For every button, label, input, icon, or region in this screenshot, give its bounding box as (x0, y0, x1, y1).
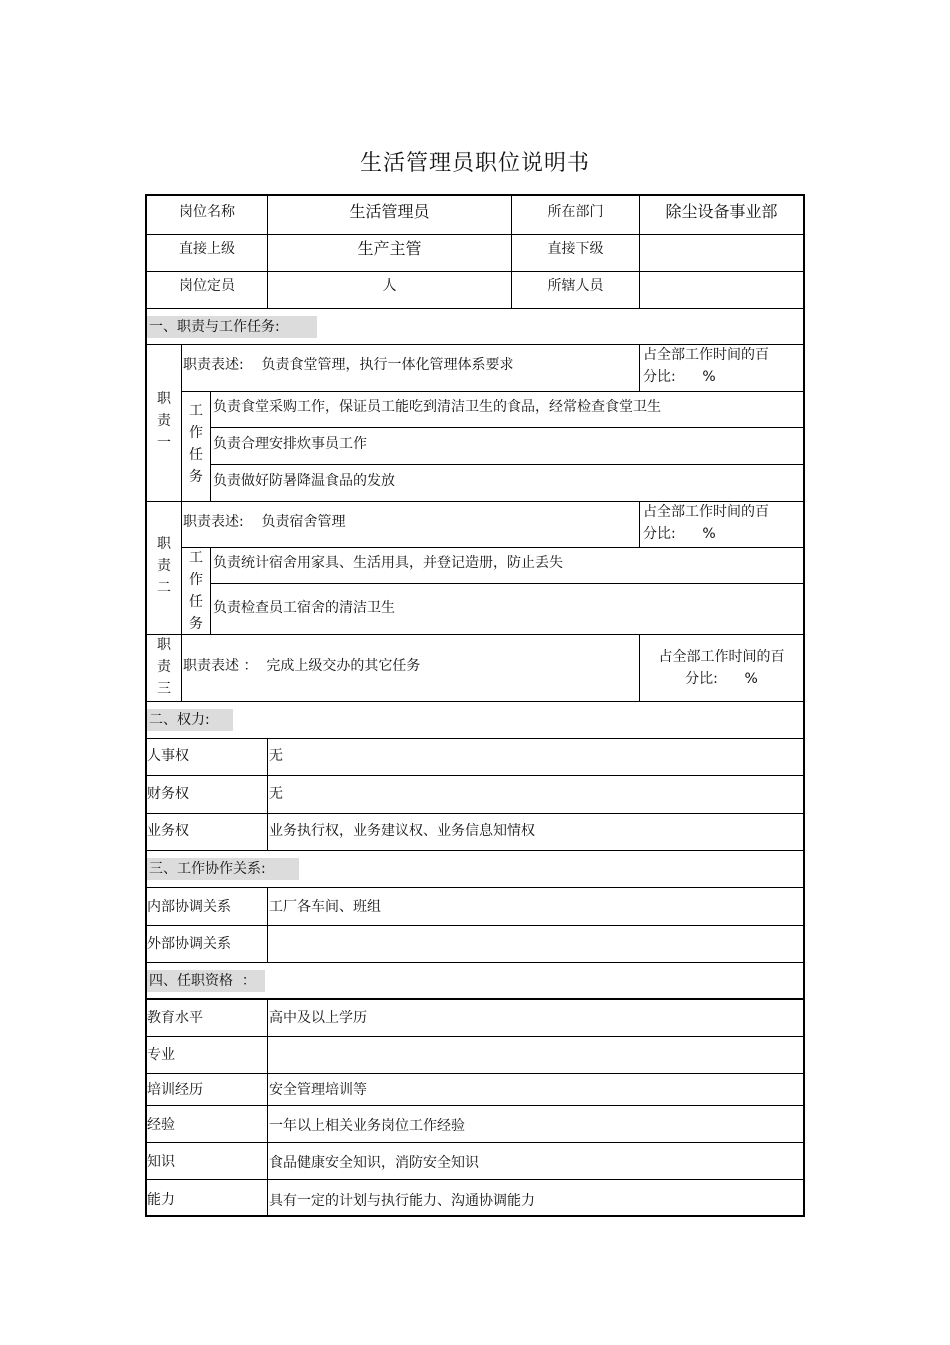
qualification-row-value: 高中及以上学历 (269, 1010, 367, 1026)
superior-label: 直接上级 (179, 241, 235, 257)
headcount-label: 岗位定员 (179, 278, 235, 294)
grid-line (147, 775, 803, 776)
coordination-row-label: 外部协调关系 (147, 936, 231, 952)
grid-line (639, 501, 640, 547)
qualification-row-label: 能力 (147, 1192, 175, 1208)
department-value: 除尘设备事业部 (665, 202, 778, 221)
qualification-row-value: 一年以上相关业务岗位工作经验 (269, 1118, 465, 1134)
duty2-task-label: 工 作 任 务 (189, 550, 203, 632)
subordinate-label: 直接下级 (547, 241, 604, 257)
grid-line (147, 813, 803, 814)
power-row-value: 业务执行权，业务建议权、业务信息知情权 (269, 823, 535, 839)
grid-line (147, 701, 803, 702)
grid-line (210, 547, 211, 634)
headcount-value: 人 (382, 278, 397, 294)
grid-line (147, 925, 803, 926)
duty1-task-3: 负责做好防暑降温食品的发放 (213, 473, 395, 489)
qualification-row-label: 经验 (147, 1117, 175, 1133)
qualification-row-value: 具有一定的计划与执行能力、沟通协调能力 (269, 1193, 535, 1209)
duty3-label: 职 责 三 (157, 637, 171, 697)
section1-heading: 一、职责与工作任务: (147, 316, 317, 338)
coordination-row-value: 工厂各车间、班组 (269, 899, 381, 915)
grid-line (147, 634, 803, 635)
duty2-label: 职 责 二 (157, 536, 171, 596)
duty1-label: 职 责 一 (157, 391, 171, 451)
grid-line (267, 738, 268, 850)
grid-line (181, 344, 182, 701)
managed-label: 所辖人员 (547, 278, 604, 294)
section4-heading: 四、任职资格 ： (147, 970, 265, 992)
power-row-label: 业务权 (147, 823, 189, 839)
qualification-row-value: 安全管理培训等 (269, 1082, 367, 1098)
grid-line (147, 1105, 803, 1106)
power-row-value: 无 (269, 786, 283, 802)
grid-line (147, 1036, 803, 1037)
power-row-label: 人事权 (147, 748, 189, 764)
grid-line (147, 998, 803, 1000)
qualification-row-label: 培训经历 (147, 1082, 203, 1098)
section2-heading: 二、权力: (147, 709, 233, 731)
department-label: 所在部门 (547, 204, 604, 220)
duty1-description: 职责表述: 负责食堂管理，执行一体化管理体系要求 (183, 357, 514, 373)
grid-line (210, 583, 803, 584)
grid-line (639, 344, 640, 391)
duty2-percent: 占全部工作时间的百 分比: % (643, 504, 769, 542)
duty1-task-2: 负责合理安排炊事员工作 (213, 436, 367, 452)
grid-line (147, 234, 803, 235)
grid-line (147, 738, 803, 739)
page-title: 生活管理员职位说明书 (359, 151, 590, 176)
power-row-value: 无 (269, 748, 283, 764)
position-name-value: 生活管理员 (349, 202, 430, 221)
grid-line (147, 1179, 803, 1180)
grid-line (210, 427, 803, 428)
qualification-row-value: 食品健康安全知识，消防安全知识 (269, 1155, 479, 1171)
coordination-row-label: 内部协调关系 (147, 899, 231, 915)
job-description-table (145, 194, 805, 1217)
position-name-label: 岗位名称 (179, 204, 235, 220)
duty2-description: 职责表述: 负责宿舍管理 (183, 514, 346, 530)
duty1-task-label: 工 作 任 务 (189, 403, 203, 485)
grid-line (181, 547, 803, 548)
duty3-percent: 占全部工作时间的百 分比: % (658, 649, 785, 687)
qualification-row-label: 专业 (147, 1047, 175, 1063)
qualification-row-label: 教育水平 (147, 1010, 203, 1026)
grid-line (147, 271, 803, 272)
grid-line (210, 391, 211, 501)
grid-line (147, 1142, 803, 1143)
duty2-task-1: 负责统计宿舍用家具、生活用具，并登记造册，防止丢失 (213, 555, 563, 571)
duty1-percent: 占全部工作时间的百 分比: % (643, 347, 769, 385)
superior-value: 生产主管 (357, 239, 422, 258)
grid-line (267, 998, 268, 1217)
grid-line (181, 391, 803, 392)
grid-line (147, 962, 803, 963)
grid-line (147, 850, 803, 851)
grid-line (210, 464, 803, 465)
grid-line (147, 887, 803, 888)
power-row-label: 财务权 (147, 786, 189, 802)
section3-heading: 三、工作协作关系: (147, 858, 299, 880)
duty3-description: 职责表述 ： 完成上级交办的其它任务 (183, 658, 421, 674)
duty1-task-1: 负责食堂采购工作，保证员工能吃到清洁卫生的食品，经常检查食堂卫生 (213, 399, 661, 415)
grid-line (147, 1073, 803, 1074)
duty2-task-2: 负责检查员工宿舍的清洁卫生 (213, 600, 395, 616)
qualification-row-label: 知识 (147, 1154, 175, 1170)
grid-line (147, 308, 803, 309)
